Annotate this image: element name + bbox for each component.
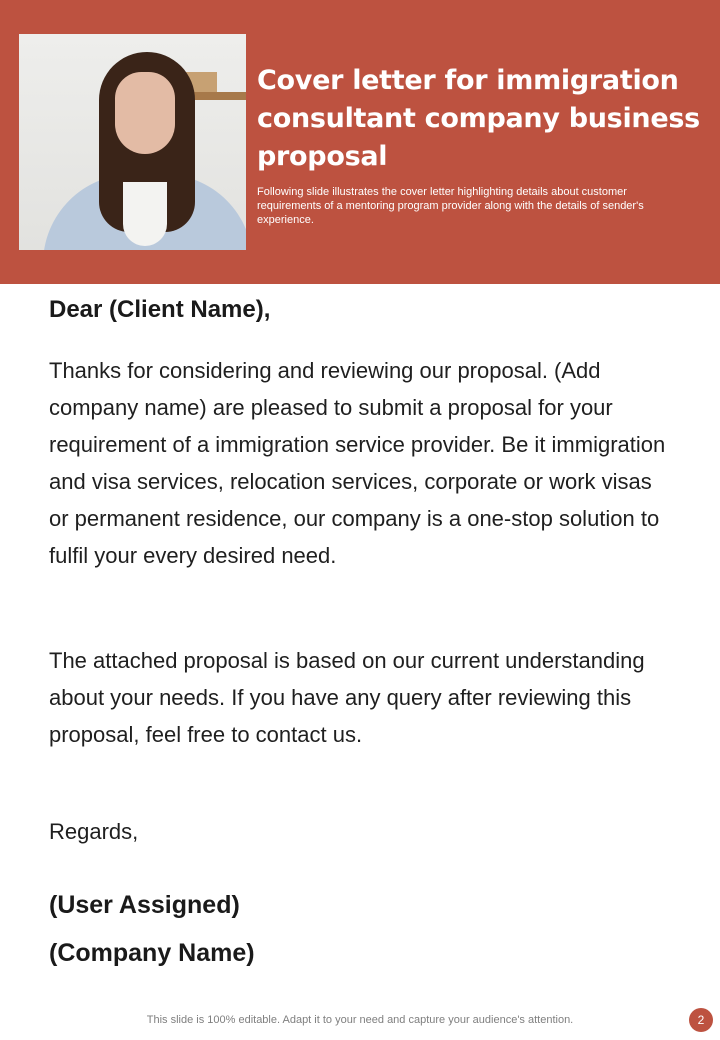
header-banner [0, 0, 720, 284]
page-number-badge: 2 [689, 1008, 713, 1032]
photo-person-face [115, 72, 175, 154]
footer-note: This slide is 100% editable. Adapt it to your need and capture your audience's attention. [146, 1014, 574, 1026]
letter-paragraph-2: The attached proposal is based on our current understanding about your needs. If you have any query after reviewing this proposal, feel free to contact us. [49, 648, 645, 747]
photo-person-top [123, 182, 167, 246]
profile-photo [19, 34, 246, 250]
signature-name: (User Assigned) [49, 891, 240, 919]
signature-company: (Company Name) [49, 939, 255, 967]
letter-salutation: Dear (Client Name), [49, 296, 271, 323]
letter-closing: Regards, [49, 819, 139, 844]
letter-paragraph-1: Thanks for considering and reviewing our proposal. (Add company name) are pleased to submit a proposal for your requirement of a immigration service provider. Be it immigration and visa services, relocation services, corporate or work visas or permanent residence, our company is a one-stop solution to fulfil your every desired need. [49, 358, 666, 568]
page-title: Cover letter for immigration consultant company business proposal [257, 65, 700, 172]
page-subtitle: Following slide illustrates the cover letter highlighting details about customer requirements of a mentoring program provider along with the details of sender's experience. [257, 186, 644, 226]
